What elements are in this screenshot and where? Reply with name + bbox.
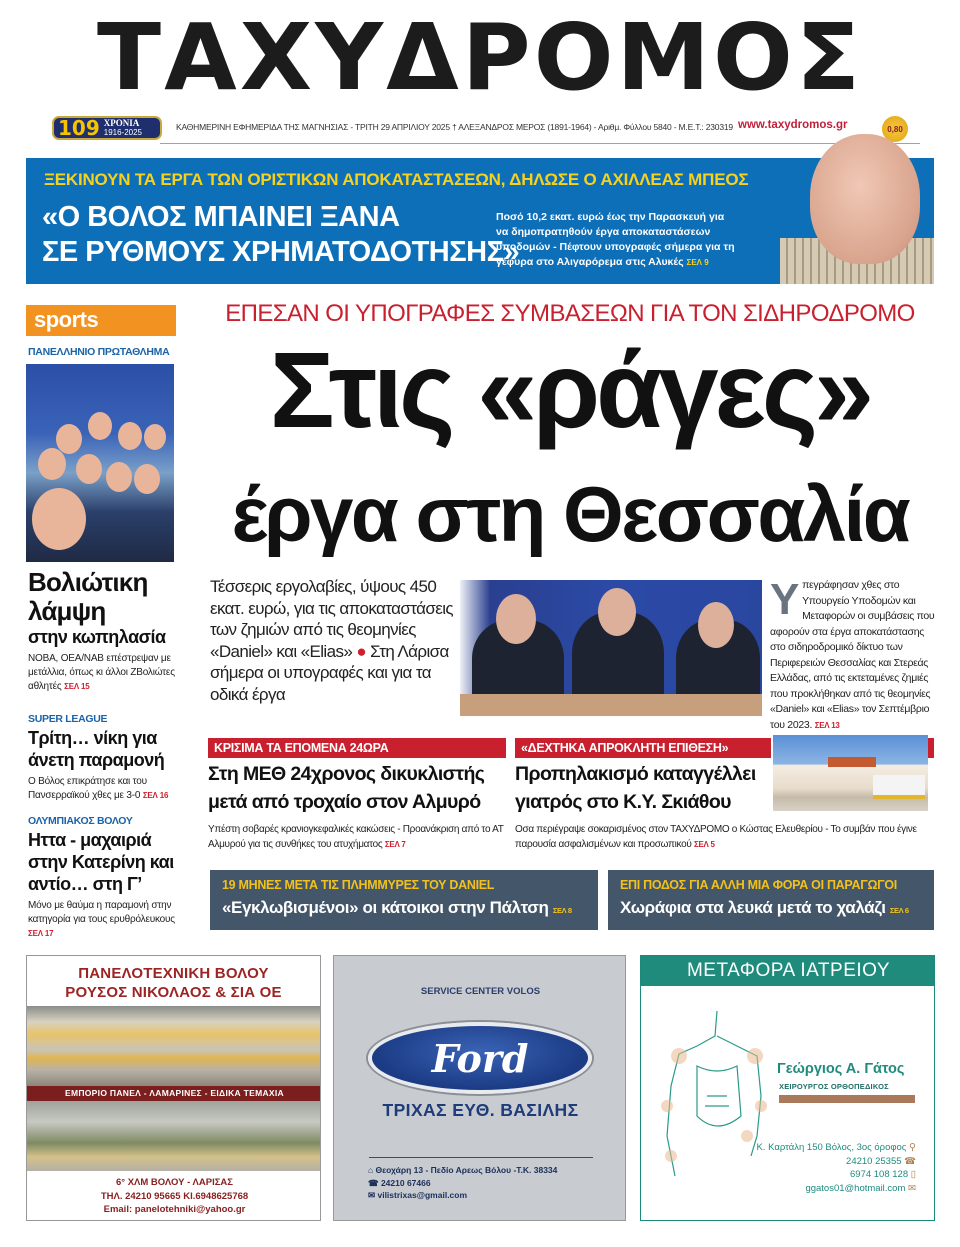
ford-logo-icon: Ford xyxy=(368,1022,592,1094)
ad-strip: ΕΜΠΟΡΙΟ ΠΑΝΕΛ - ΛΑΜΑΡΙΝΕΣ - ΕΙΔΙΚΑ ΤΕΜΑΧΙΑ xyxy=(27,1086,321,1101)
ad-contact: 6° ΧΛΜ ΒΟΛΟΥ - ΛΑΡΙΣΑΣ ΤΗΛ. 24210 95665 ΚΙ.6948625768 Email: panelotehniki@yahoo.gr xyxy=(100,1177,249,1215)
page-ref: ΣΕΛ 13 xyxy=(814,720,840,730)
sports-kicker-1: ΠΑΝΕΛΛΗΝΙΟ ΠΡΩΤΑΘΛΗΜΑ xyxy=(28,346,170,358)
bottom-kicker-2: ΕΠΙ ΠΟΔΟΣ ΓΙΑ ΑΛΛΗ ΜΙΑ ΦΟΡΑ ΟΙ ΠΑΡΑΓΩΓΟΙ xyxy=(620,878,897,892)
rowing-team-photo xyxy=(26,364,174,562)
ad-orthopedic-surgeon[interactable] xyxy=(640,955,935,1221)
page-ref: ΣΕΛ 7 xyxy=(384,840,406,849)
mayor-portrait xyxy=(780,128,934,284)
banner-summary xyxy=(496,210,736,270)
phone-icon: ☎ xyxy=(904,1155,916,1167)
ad-service-label: SERVICE CENTER VOLOS xyxy=(420,986,541,997)
edition-info: ΚΑΘΗΜΕΡΙΝΗ ΕΦΗΜΕΡΙΔΑ ΤΗΣ ΜΑΓΝΗΣΙΑΣ - ΤΡΙΤΗ 29 ΑΠΡΙΛΙΟΥ 2025 † ΑΛΕΞΑΝΔΡΟΣ ΜΕΡΟΣ (1891-1964) - Αριθμ. Φύλλου 5840 - Μ.Ε.Τ.: 230319 xyxy=(176,122,733,132)
mobile-icon: ▯ xyxy=(910,1169,916,1180)
story-kicker: ΚΡΙΣΙΜΑ ΤΑ ΕΠΟΜΕΝΑ 24ΩΡΑ xyxy=(208,738,506,758)
bottom-story-1[interactable] xyxy=(210,870,598,930)
sports-story-2[interactable] xyxy=(28,713,178,803)
main-kicker: ΕΠΕΣΑΝ ΟΙ ΥΠΟΓΡΑΦΕΣ ΣΥΜΒΑΣΕΩΝ ΓΙΑ ΤΟΝ ΣΙΔΗΡΟΔΡΟΜΟ xyxy=(225,300,915,327)
story-body: Οσα περιέγραψε σοκαρισμένος στον ΤΑΧΥΔΡΟΜΟ ο Κώστας Ελευθερίου - Το συμβάν που έγινε παρουσία ασφαλισμένων και προσωπικού ΣΕΛ 5 xyxy=(515,824,917,850)
sports-kicker-2: SUPER LEAGUE xyxy=(28,713,108,725)
red-accent xyxy=(928,738,934,758)
page-ref: ΣΕΛ 17 xyxy=(28,929,54,938)
ad-title: ΠΑΝΕΛΟΤΕΧΝΙΚΗ ΒΟΛΟΥ ΡΟΥΣΟΣ ΝΙΚΟΛΑΟΣ & ΣΙΑ ΟΕ xyxy=(65,965,282,1001)
anniversary-number: 109 xyxy=(58,116,100,140)
panels-photo-2 xyxy=(27,1101,321,1171)
bottom-story-2[interactable] xyxy=(608,870,934,930)
sports-body-1: ΝΟΒΑ, ΟΕΑ/ΝΑΒ επέστρεψαν με μετάλλια, όπως κι άλλοι ΖΒολιώτες αθλητές ΣΕΛ 15 xyxy=(28,653,175,692)
bottom-kicker-1: 19 ΜΗΝΕΣ ΜΕΤΑ ΤΙΣ ΠΛΗΜΜΥΡΕΣ ΤΟΥ DANIEL xyxy=(222,878,495,892)
page-ref: ΣΕΛ 6 xyxy=(889,906,909,915)
ad-dealer-name: ΤΡΙΧΑΣ ΕΥΘ. ΒΑΣΙΛΗΣ xyxy=(382,1100,579,1120)
main-lead: Τέσσερις εργολαβίες, ύψους 450 εκατ. ευρώ, για τις αποκαταστάσεις των ζημιών από τις θεομηνίες «Daniel» και «Elias» ● Στη Λάρισα σήμερα οι υπογραφές και για τα οδικά έργα xyxy=(210,577,453,704)
sports-kicker-3: ΟΛΥΜΠΙΑΚΟΣ ΒΟΛΟΥ xyxy=(28,815,133,827)
page-ref: ΣΕΛ 9 xyxy=(686,258,709,267)
story-kicker: «ΔΕΧΤΗΚΑ ΑΠΡΟΚΛΗΤΗ ΕΠΙΘΕΣΗ» xyxy=(515,738,771,758)
page-ref: ΣΕΛ 8 xyxy=(552,906,572,915)
newspaper-masthead: ΤΑΧΥΔΡΟΜΟΣ xyxy=(97,4,863,111)
doctor-name: Γεώργιος Α. Γάτος xyxy=(777,1061,905,1077)
story-headline-line2: μετά από τροχαίο στον Αλμυρό xyxy=(208,791,481,813)
health-center-photo xyxy=(773,735,928,811)
sports-body-2: Ο Βόλος επικράτησε και του Πανσερραϊκού χθες με 3-0 ΣΕΛ 16 xyxy=(28,776,169,801)
mail-icon: ✉ xyxy=(368,1190,378,1200)
banner-headline-line2: ΣΕ ΡΥΘΜΟΥΣ ΧΡΗΜΑΤΟΔΟΤΗΣΗΣ» xyxy=(42,236,520,268)
page-ref: ΣΕΛ 15 xyxy=(64,682,90,691)
main-headline-line2[interactable]: έργα στη Θεσσαλία xyxy=(231,470,909,558)
ad-title: ΜΕΤΑΦΟΡΑ ΙΑΤΡΕΙΟΥ xyxy=(641,956,935,986)
sports-headline-1: Βολιώτικη λάμψη xyxy=(28,567,148,626)
divider xyxy=(369,1157,593,1158)
ad-contact: Κ. Καρτάλη 150 Βόλος, 3ος όροφος ⚲ 24210 25355 ☎ 6974 108 128 ▯ ggatos01@hotmail.com ✉ xyxy=(756,1142,916,1194)
story-headline-line2: γιατρός στο Κ.Υ. Σκιάθου xyxy=(515,791,731,813)
anatomy-sketch-icon xyxy=(657,1006,767,1186)
story-headline-line1: Προπηλακισμό καταγγέλλει xyxy=(515,763,756,785)
ad-contact: ⌂ Θεοχάρη 13 - Πεδίο Αρεως Βόλου -Τ.Κ. 38334 ☎ 24210 67466 ✉ vilistrixas@gmail.com xyxy=(368,1165,558,1200)
bottom-headline-2: Χωράφια στα λευκά μετά το χαλάζι ΣΕΛ 6 xyxy=(620,898,909,917)
sports-headline-3: Ηττα - μαχαιριά στην Κατερίνη και αντίο… στη Γ’ xyxy=(28,830,174,894)
sports-section-label: sports xyxy=(26,305,176,336)
home-icon: ⌂ xyxy=(368,1165,376,1175)
ministry-signing-photo xyxy=(460,580,762,716)
price-coin: 0,80 xyxy=(882,116,908,142)
page-ref: ΣΕΛ 16 xyxy=(142,791,169,800)
main-headline-line1[interactable]: Στις «ράγες» xyxy=(269,329,871,450)
mail-icon: ✉ xyxy=(908,1182,916,1194)
sports-story-1[interactable] xyxy=(28,568,178,694)
banner-kicker: ΞΕΚΙΝΟΥΝ ΤΑ ΕΡΓΑ ΤΩΝ ΟΡΙΣΤΙΚΩΝ ΑΠΟΚΑΤΑΣΤΑΣΕΩΝ, ΔΗΛΩΣΕ Ο ΑΧΙΛΛΕΑΣ ΜΠΕΟΣ xyxy=(44,170,749,189)
story-body: Υπέστη σοβαρές κρανιογκεφαλικές κακώσεις - Προανάκριση από το ΑΤ Αλμυρού για τις συνθήκες του ατυχήματος ΣΕΛ 7 xyxy=(208,824,504,850)
location-pin-icon: ⚲ xyxy=(909,1142,916,1153)
sports-body-3: Μόνο με θαύμα η παραμονή στην κατηγορία για τους ερυθρόλευκους ΣΕΛ 17 xyxy=(28,900,175,938)
page-ref: ΣΕΛ 5 xyxy=(694,840,715,849)
bottom-headline-1: «Εγκλωβισμένοι» οι κάτοικοι στην Πάλτση ΣΕΛ 8 xyxy=(222,898,572,917)
sports-story-3[interactable] xyxy=(28,815,178,941)
decor-bar xyxy=(779,1095,915,1103)
sports-headline-2: Τρίτη… νίκη για άνετη παραμονή xyxy=(28,728,165,770)
anniversary-badge xyxy=(52,116,162,140)
doctor-specialty: ΧΕΙΡΟΥΡΓΟΣ ΟΡΘΟΠΕΔΙΚΟΣ xyxy=(779,1082,889,1091)
banner-headline xyxy=(42,200,519,270)
ad-ford-service[interactable] xyxy=(333,955,626,1221)
story-headline-line1: Στη ΜΕΘ 24χρονος δικυκλιστής xyxy=(208,763,485,785)
website-link[interactable]: www.taxydromos.gr xyxy=(738,119,848,131)
banner-headline-line1: «Ο ΒΟΛΟΣ ΜΠΑΙΝΕΙ ΞΑΝΑ xyxy=(42,201,400,233)
ad-panelotechniki[interactable] xyxy=(26,955,321,1221)
anniversary-label: ΧΡΟΝΙΑ xyxy=(103,118,140,128)
drop-cap: Υ xyxy=(770,575,800,624)
anniversary-years: 1916-2025 xyxy=(103,128,143,137)
sports-subheadline-1: στην κωπηλασία xyxy=(28,627,166,647)
secondary-story-1[interactable] xyxy=(208,738,506,852)
main-body-text: Υ πεγράφησαν χθες στο Υπουργείο Υποδομών και Μεταφορών οι συμβάσεις που αφορούν στα έργα αποκατάστασης στο σιδηροδρομικό δίκτυο των Περιφερειών Θεσσαλίας και Στερεάς Ελλάδας, από τις εκτεταμένες ζημιές που προκλήθηκαν από τις θεομηνίες «Daniel» και «Elias» τον Σεπτέμβριο του 2023. ΣΕΛ 13 xyxy=(770,575,935,731)
bullet-icon: ● xyxy=(356,641,367,661)
banner-summary-text: Ποσό 10,2 εκατ. ευρώ έως την Παρασκευή για να δημοπρατηθούν έργα αποκαταστάσεων υποδομών - Πέφτουν υπογραφές σήμερα για τη γέφυρα στο Αλιγαρόρεμα στις Αλυκές xyxy=(496,211,735,268)
panels-photo xyxy=(27,1006,321,1086)
phone-icon: ☎ xyxy=(368,1177,381,1188)
